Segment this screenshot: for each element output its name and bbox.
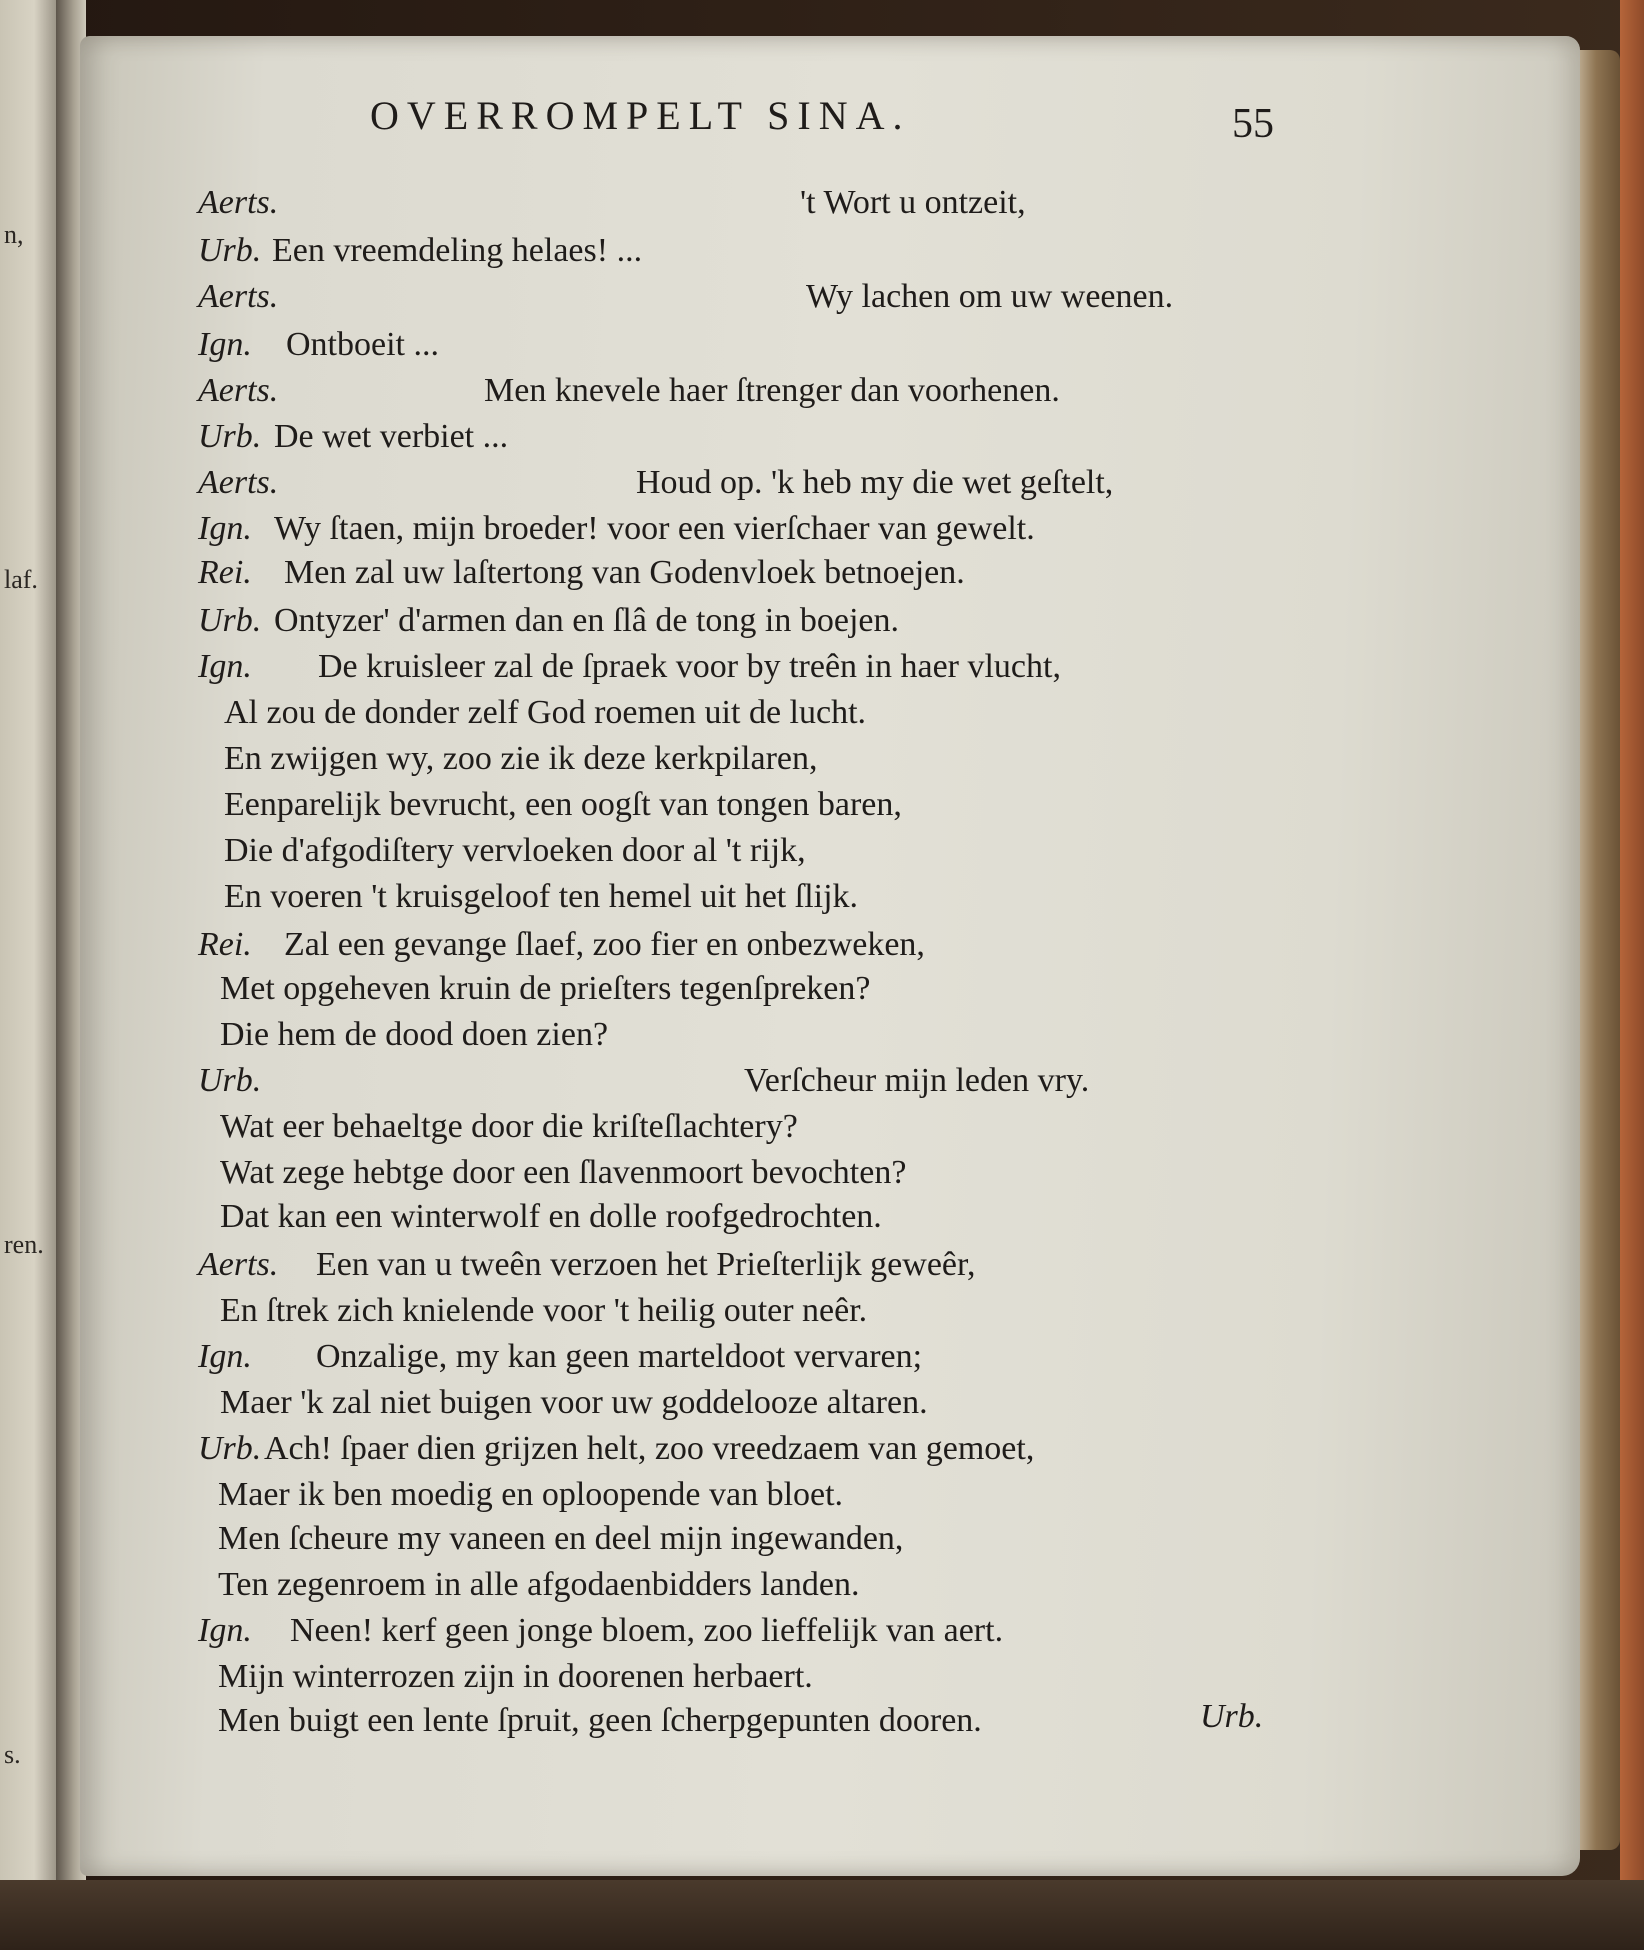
- verse-text: Houd op. 'k heb my die wet geſtelt,: [636, 464, 1114, 501]
- verse-text: Die hem de dood doen zien?: [220, 1016, 609, 1053]
- verse-text: 't Wort u ontzeit,: [800, 184, 1026, 221]
- verse-text: En voeren 't kruisgeloof ten hemel uit het ſlijk.: [224, 878, 859, 915]
- verse-text: Wat eer behaeltge door die kriſteſlachtery?: [220, 1108, 798, 1145]
- verse-text: Ten zegenroem in alle afgodaenbidders landen.: [218, 1566, 860, 1603]
- verse-text: Ontyzer' d'armen dan en ſlâ de tong in boejen.: [274, 602, 899, 639]
- verse-text: Mijn winterrozen zijn in doorenen herbaert.: [218, 1658, 813, 1695]
- verse-text: Een van u tweên verzoen het Prieſterlijk geweêr,: [316, 1246, 976, 1283]
- verse-text: Dat kan een winterwolf en dolle roofgedrochten.: [220, 1198, 882, 1235]
- speaker-label: Urb.: [198, 1430, 262, 1467]
- verse-text: Onzalige, my kan geen marteldoot vervaren;: [316, 1338, 923, 1375]
- speaker-label: Ign.: [198, 1338, 252, 1375]
- speaker-label: Urb.: [198, 602, 262, 639]
- speaker-label: Aerts.: [198, 278, 279, 315]
- page-number: 55: [1232, 101, 1274, 147]
- verse-text: Wy ſtaen, mijn broeder! voor een vierſchaer van gewelt.: [274, 510, 1035, 547]
- verse-text: En ſtrek zich knielende voor 't heilig outer neêr.: [220, 1292, 868, 1329]
- verse-text: Maer ik ben moedig en oploopende van bloet.: [218, 1476, 844, 1513]
- verse-text: Al zou de donder zelf God roemen uit de lucht.: [224, 694, 867, 731]
- verse-text: Een vreemdeling helaes! ...: [272, 232, 643, 269]
- speaker-label: Ign.: [198, 648, 252, 685]
- speaker-label: Ign.: [198, 1612, 252, 1649]
- speaker-label: Aerts.: [198, 184, 279, 221]
- verse-text: Wat zege hebtge door een ſlavenmoort bevochten?: [220, 1154, 907, 1191]
- left-page-fragment: s.: [4, 1740, 21, 1769]
- verse-text: Men buigt een lente ſpruit, geen ſcherpgepunten dooren.: [218, 1702, 982, 1739]
- speaker-label: Aerts.: [198, 1246, 279, 1283]
- verse-text: Die d'afgodiſtery vervloeken door al 't rijk,: [224, 832, 806, 869]
- verse-text: De kruisleer zal de ſpraek voor by treên in haer vlucht,: [318, 648, 1061, 685]
- speaker-label: Aerts.: [198, 464, 279, 501]
- left-page-fragment: ren.: [4, 1230, 44, 1259]
- verse-text: Men zal uw laſtertong van Godenvloek betnoejen.: [284, 554, 965, 591]
- left-page-fragment: n,: [4, 220, 24, 249]
- speaker-label: Rei.: [198, 554, 252, 591]
- catchword: Urb.: [1200, 1698, 1264, 1735]
- verse-text: Maer 'k zal niet buigen voor uw goddelooze altaren.: [220, 1384, 928, 1421]
- verse-text: Zal een gevange ſlaef, zoo fier en onbezweken,: [284, 926, 925, 963]
- verse-text: Ontboeit ...: [286, 326, 439, 363]
- left-page-fragment: laf.: [4, 565, 38, 594]
- verse-text: Verſcheur mijn leden vry.: [744, 1062, 1090, 1099]
- verse-text: Men ſcheure my vaneen en deel mijn ingewanden,: [218, 1520, 904, 1557]
- verse-text: Eenparelijk bevrucht, een oogſt van tongen baren,: [224, 786, 902, 823]
- speaker-label: Ign.: [198, 510, 252, 547]
- speaker-label: Rei.: [198, 926, 252, 963]
- verse-text: En zwijgen wy, zoo zie ik deze kerkpilaren,: [224, 740, 818, 777]
- verse-text: Ach! ſpaer dien grijzen helt, zoo vreedzaem van gemoet,: [264, 1430, 1035, 1467]
- verse-text: Neen! kerf geen jonge bloem, zoo lieffelijk van aert.: [290, 1612, 1004, 1649]
- speaker-label: Urb.: [198, 232, 262, 269]
- speaker-label: Urb.: [198, 418, 262, 455]
- speaker-label: Ign.: [198, 326, 252, 363]
- speaker-label: Aerts.: [198, 372, 279, 409]
- speaker-label: Urb.: [198, 1062, 262, 1099]
- verse-text: Met opgeheven kruin de prieſters tegenſpreken?: [220, 970, 871, 1007]
- verse-text: Men knevele haer ſtrenger dan voorhenen.: [484, 372, 1060, 409]
- verse-text: Wy lachen om uw weenen.: [806, 278, 1174, 315]
- running-header: OVERROMPELT SINA.: [370, 93, 911, 138]
- verse-text: De wet verbiet ...: [274, 418, 509, 455]
